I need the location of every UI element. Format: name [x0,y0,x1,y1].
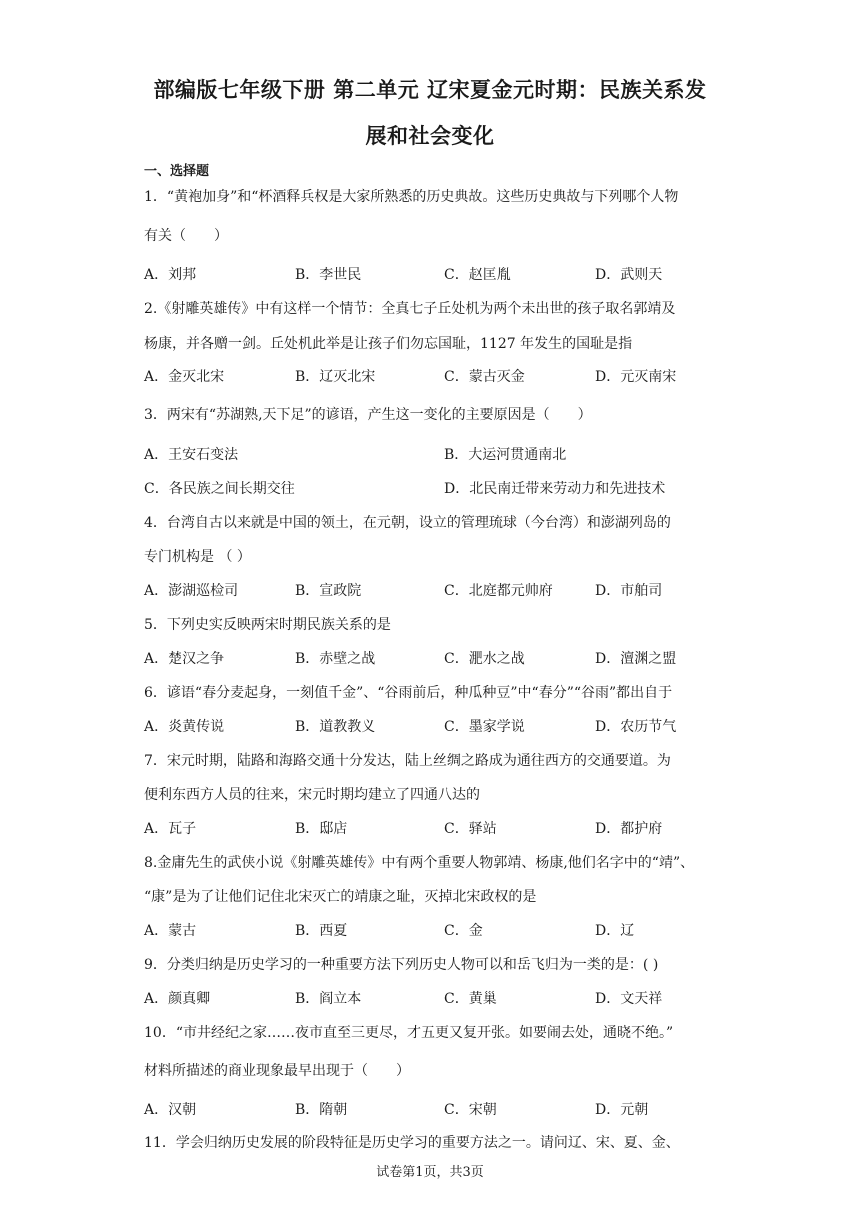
question-8-line-2: “康”是为了让他们记住北宋灭亡的靖康之耻，灭掉北宋政权的是 [144,889,537,905]
question-5-option-c: C．淝水之战 [444,651,525,667]
question-6-option-c: C．墨家学说 [444,719,525,735]
question-7-line-1: 7．宋元时期，陆路和海路交通十分发达，陆上丝绸之路成为通往西方的交通要道。为 [144,753,671,769]
question-1-option-d: D．武则天 [595,267,663,283]
question-2-line-1: 2.《射雕英雄传》中有这样一个情节：全真七子丘处机为两个未出世的孩子取名郭靖及 [144,301,676,317]
question-5-option-a: A．楚汉之争 [144,651,225,667]
question-1-option-c: C．赵匡胤 [444,267,511,283]
question-10-line-2: 材料所描述的商业现象最早出现于（ ） [144,1063,410,1079]
question-4-option-b: B．宣政院 [295,583,362,599]
question-5-option-d: D．澶渊之盟 [595,651,677,667]
question-7-option-d: D．都护府 [595,821,663,837]
question-3-option-c: C．各民族之间长期交往 [144,481,295,497]
question-10-option-c: C．宋朝 [444,1102,497,1118]
question-4-line-2: 专门机构是 （ ） [144,549,251,565]
question-2-line-2: 杨康，并各赠一剑。丘处机此举是让孩子们勿忘国耻，1127 年发生的国耻是指 [144,336,633,352]
question-2-option-c: C．蒙古灭金 [444,369,525,385]
question-3-line-1: 3．两宋有“苏湖熟,天下足”的谚语，产生这一变化的主要原因是（ ） [144,407,592,423]
question-4-line-1: 4．台湾自古以来就是中国的领土，在元朝，设立的管理琉球（今台湾）和澎湖列岛的 [144,515,671,531]
question-3-option-b: B．大运河贯通南北 [444,447,567,463]
question-6-option-b: B．道教教义 [295,719,376,735]
question-8-option-d: D．辽 [595,923,635,939]
question-10-option-d: D．元朝 [595,1102,649,1118]
question-5-line-1: 5．下列史实反映两宋时期民族关系的是 [144,617,391,633]
question-2-option-b: B．辽灭北宋 [295,369,376,385]
question-3-option-a: A．王安石变法 [144,447,239,463]
question-4-option-a: A．澎湖巡检司 [144,583,239,599]
question-3-option-d: D．北民南迁带来劳动力和先进技术 [444,481,666,497]
question-9-option-c: C．黄巢 [444,991,497,1007]
page-title-line-1: 部编版七年级下册 第二单元 辽宋夏金元时期：民族关系发 [153,78,707,102]
question-10-option-a: A．汉朝 [144,1102,197,1118]
question-10-line-1: 10．“市井经纪之家……夜市直至三更尽，才五更又复开张。如要闹去处，通晓不绝。” [144,1025,674,1041]
question-8-option-a: A．蒙古 [144,923,197,939]
question-6-line-1: 6．谚语“春分麦起身，一刻值千金”、“谷雨前后，种瓜种豆”中“春分”“谷雨”都出自于 [144,685,673,701]
question-9-option-a: A．颜真卿 [144,991,211,1007]
question-4-option-d: D．市舶司 [595,583,663,599]
question-2-option-d: D．元灭南宋 [595,369,677,385]
question-1-option-b: B．李世民 [295,267,362,283]
question-2-option-a: A．金灭北宋 [144,369,225,385]
question-1-line-2: 有关（ ） [144,228,228,244]
question-9-option-b: B．阎立本 [295,991,362,1007]
question-7-option-c: C．驿站 [444,821,497,837]
question-5-option-b: B．赤壁之战 [295,651,376,667]
question-6-option-d: D．农历节气 [595,719,677,735]
question-7-line-2: 便利东西方人员的往来，宋元时期均建立了四通八达的 [144,787,480,803]
page-title-line-2: 展和社会变化 [365,124,495,148]
question-11-line-1: 11．学会归纳历史发展的阶段特征是历史学习的重要方法之一。请问辽、宋、夏、金、 [144,1135,680,1151]
question-8-option-c: C．金 [444,923,483,939]
question-7-option-a: A．瓦子 [144,821,197,837]
page-footer: 试卷第1页，共3页 [376,1165,484,1180]
question-8-line-1: 8.金庸先生的武侠小说《射雕英雄传》中有两个重要人物郭靖、杨康,他们名字中的“靖”、 [144,855,695,871]
question-1-option-a: A．刘邦 [144,267,197,283]
question-9-option-d: D．文天祥 [595,991,663,1007]
question-10-option-b: B．隋朝 [295,1102,348,1118]
section-heading: 一、选择题 [144,164,210,179]
question-7-option-b: B．邸店 [295,821,348,837]
question-1-line-1: 1．“黄袍加身”和“杯酒释兵权是大家所熟悉的历史典故。这些历史典故与下列哪个人物 [144,189,679,205]
question-6-option-a: A．炎黄传说 [144,719,225,735]
question-4-option-c: C．北庭都元帅府 [444,583,553,599]
question-9-line-1: 9．分类归纳是历史学习的一种重要方法下列历史人物可以和岳飞归为一类的是：( ) [144,957,659,973]
question-8-option-b: B．西夏 [295,923,348,939]
